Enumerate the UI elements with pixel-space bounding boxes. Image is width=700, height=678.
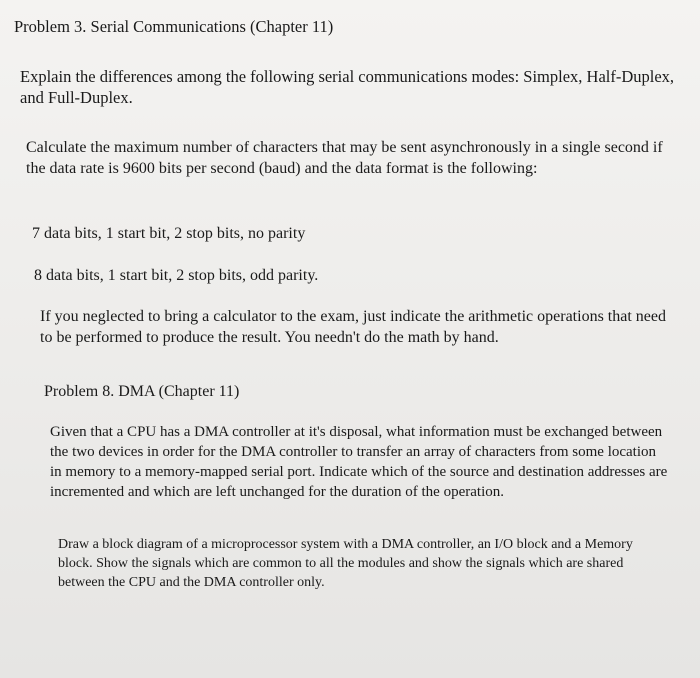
data-format-2: 8 data bits, 1 start bit, 2 stop bits, odd parity. — [34, 267, 319, 284]
problem8-given-paragraph: Given that a CPU has a DMA controller at it's disposal, what information must be exchanged between the two devices in order for the DMA controller to transfer an array of characters from some location in memory to a memory-mapped serial port. Indicate which of the source and destination addresses are incremented and which are left unchanged for the duration of the operation. — [50, 424, 668, 500]
problem3-explain-paragraph: Explain the differences among the following serial communications modes: Simplex, Half-Duplex, and Full-Duplex. — [20, 67, 675, 107]
data-format-1: 7 data bits, 1 start bit, 2 stop bits, no parity — [32, 225, 306, 242]
problem3-calculator-note: If you neglected to bring a calculator to the exam, just indicate the arithmetic operations that need to be performed to produce the result. You needn't do the math by hand. — [40, 308, 666, 346]
problem3-title: Problem 3. Serial Communications (Chapter 11) — [14, 17, 334, 36]
problem8-draw-paragraph: Draw a block diagram of a microprocessor system with a DMA controller, an I/O block and a Memory block. Show the signals which are common to all the modules and show the signals which are shared between the CPU and the DMA controller only. — [58, 537, 633, 590]
problem8-title: Problem 8. DMA (Chapter 11) — [44, 383, 240, 400]
problem3-calculate-paragraph: Calculate the maximum number of characters that may be sent asynchronously in a single second if the data rate is 9600 bits per second (baud) and the data format is the following: — [26, 139, 663, 177]
